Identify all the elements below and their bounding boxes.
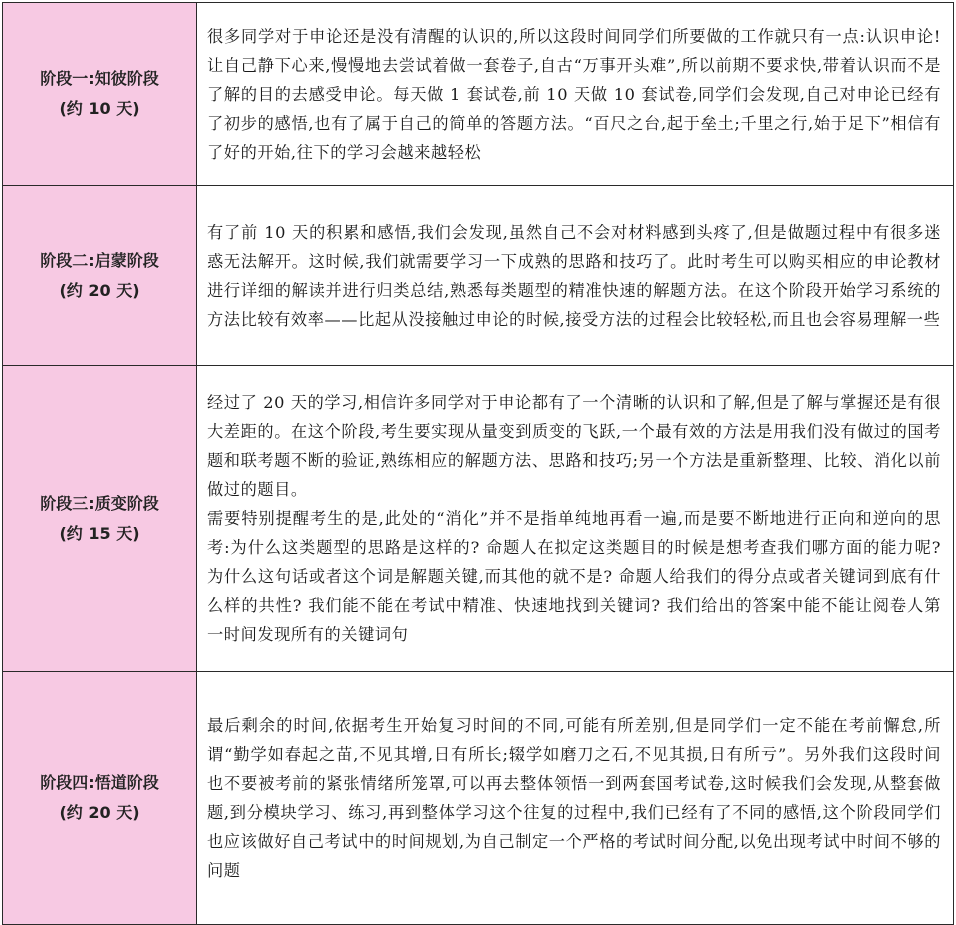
stage-title: 阶段一:知彼阶段: [40, 69, 159, 88]
table-row: [3, 186, 954, 366]
stage-duration: (约 10 天): [59, 99, 140, 118]
stage-title: 阶段四:悟道阶段: [40, 773, 159, 792]
table-row: [3, 3, 954, 186]
stage-duration: (约 20 天): [59, 803, 140, 822]
stage-label-cell: [3, 366, 197, 672]
stage-description-cell: [197, 366, 954, 672]
stage-description-cell: [197, 186, 954, 366]
stage-title: 阶段三:质变阶段: [40, 493, 159, 513]
stage-label-cell: [3, 3, 197, 186]
stage-paragraph: 有了前 10 天的积累和感悟,我们会发现,虽然自己不会对材料感到头疼了,但是做题过程中有很多迷惑无法解开。这时候,我们就需要学习一下成熟的思路和技巧了。此时考生可以购买相应的申论教材进行详细的解读并进行归类总结,熟悉每类题型的精准快速的解题方法。在这个阶段开始学习系统的方法比较有效率——比起从没接触过申论的时候,接受方法的过程会比较轻松,而且也会容易理解一些: [207, 222, 941, 329]
stage-title: 阶段二:启蒙阶段: [40, 250, 159, 270]
table-row: [3, 672, 954, 925]
stage-paragraph: 最后剩余的时间,依据考生开始复习时间的不同,可能有所差别,但是同学们一定不能在考前懈怠,所谓“勤学如春起之苗,不见其增,日有所长;辍学如磨刀之石,不见其损,日有所亏”。另外我们这段时间也不要被考前的紧张情绪所笼罩,可以再去整体领悟一到两套国考试卷,这时候我们会发现,从整套做题,到分模块学习、练习,再到整体学习这个往复的过程中,我们已经有了不同的感悟,这个阶段同学们也应该做好自己考试中的时间规划,为自己制定一个严格的考试时间分配,以免出现考试中时间不够的问题: [207, 716, 941, 880]
stage-paragraph: 经过了 20 天的学习,相信许多同学对于申论都有了一个清晰的认识和了解,但是了解与掌握还是有很大差距的。在这个阶段,考生要实现从量变到质变的飞跃,一个最有效的方法是用我们没有做过的国考题和联考题不断的验证,熟练相应的解题方法、思路和技巧;另一个方法是重新整理、比较、消化以前做过的题目。: [207, 393, 941, 499]
stage-label-cell: [3, 186, 197, 366]
table-row: [3, 366, 954, 672]
stage-duration: (约 15 天): [59, 523, 140, 543]
stage-duration: (约 20 天): [59, 280, 140, 300]
stage-paragraph: 需要特别提醒考生的是,此处的“消化”并不是指单纯地再看一遍,而是要不断地进行正向和逆向的思考:为什么这类题型的思路是这样的? 命题人在拟定这类题目的时候是想考查我们哪方面的能力呢? 为什么这句话或者这个词是解题关键,而其他的就不是? 命题人给我们的得分点或者关键词到底有什么样的共性? 我们能不能在考试中精准、快速地找到关键词? 我们给出的答案中能不能让阅卷人第一时间发现所有的关键词句: [207, 509, 941, 644]
stage-label-cell: [3, 672, 197, 925]
stage-description-cell: [197, 672, 954, 925]
stage-description-cell: [197, 3, 954, 186]
stage-paragraph: 很多同学对于申论还是没有清醒的认识的,所以这段时间同学们所要做的工作就只有一点:认识申论!让自己静下心来,慢慢地去尝试着做一套卷子,自古“万事开头难”,所以前期不要求快,带着认识而不是了解的目的去感受申论。每天做 1 套试卷,前 10 天做 10 套试卷,同学们会发现,自己对申论已经有了初步的感悟,也有了属于自己的简单的答题方法。“百尺之台,起于垒土;千里之行,始于足下”相信有了好的开始,往下的学习会越来越轻松: [207, 26, 941, 162]
study-plan-table: [2, 2, 954, 925]
